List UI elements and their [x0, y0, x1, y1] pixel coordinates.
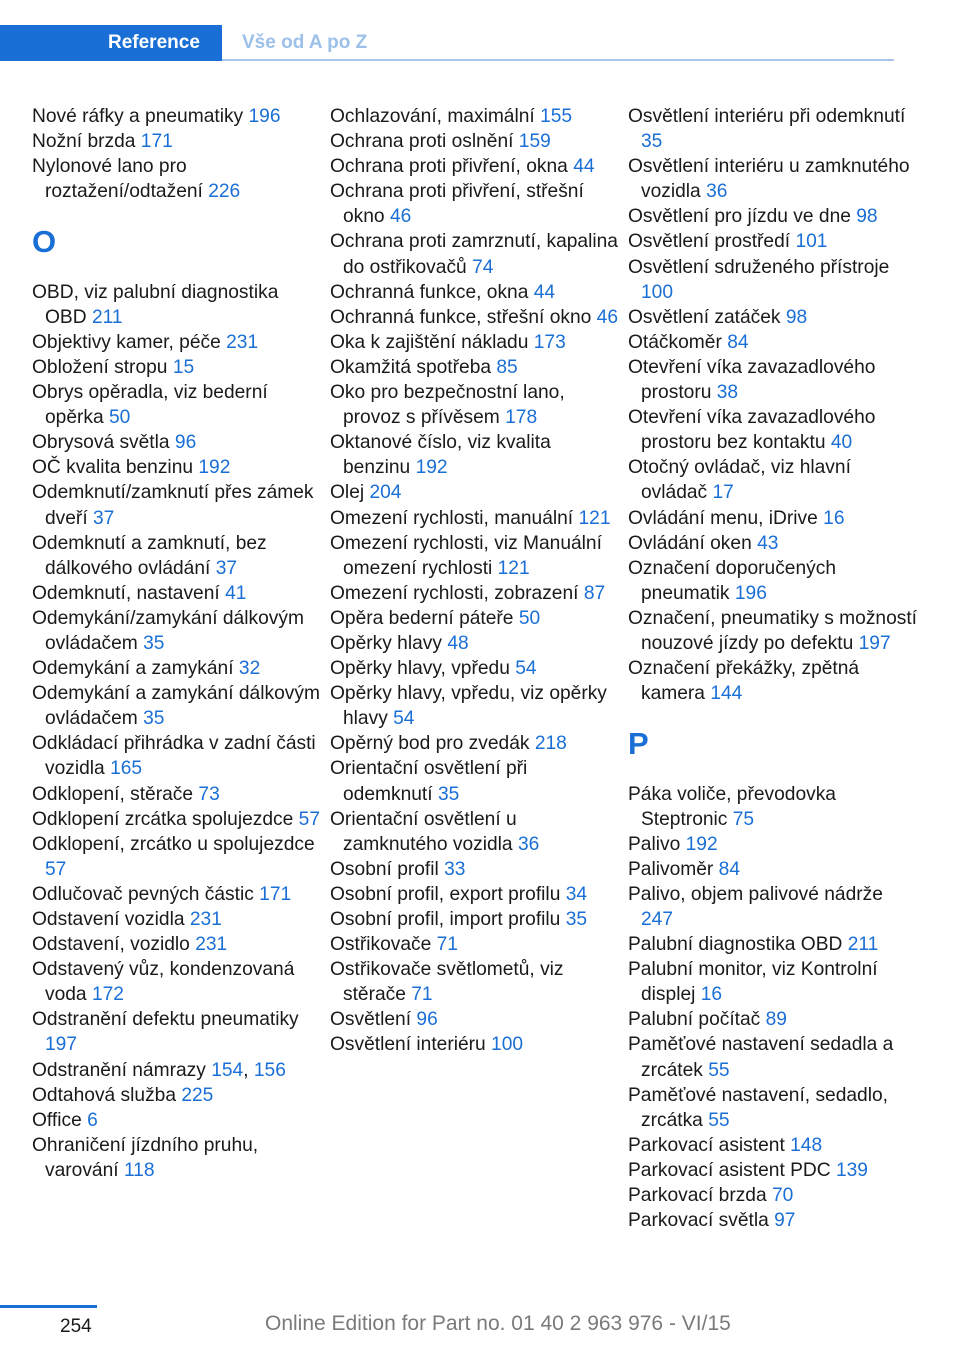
page-link[interactable]: 171	[259, 883, 292, 905]
index-entry-text: Označení doporučených pneumatik	[628, 557, 836, 604]
edition-footer: Online Edition for Part no. 01 40 2 963 976 - VI/15	[265, 1312, 731, 1335]
index-entry	[32, 882, 324, 907]
index-entry	[330, 807, 622, 857]
index-entry	[330, 179, 622, 229]
index-entry-text: Odstavený vůz, kondenzovaná voda	[32, 959, 295, 1006]
page-link[interactable]: 218	[534, 733, 567, 755]
index-entry	[628, 229, 920, 254]
index-entry	[628, 330, 920, 355]
index-entry	[628, 455, 920, 505]
index-entry	[32, 832, 324, 882]
index-entry-text: Ochrana proti přivření, okna	[330, 156, 568, 178]
index-entry-text: Parkovací asistent	[628, 1134, 785, 1156]
index-entry	[330, 380, 622, 430]
index-entry-text: Orientační osvětlení u zamknutého vozidla	[330, 808, 517, 855]
index-entry	[32, 907, 324, 932]
index-entry	[32, 782, 324, 807]
index-entry-text: Páka voliče, převodovka Steptronic	[628, 783, 836, 830]
index-entry-text: Ovládání oken	[628, 532, 752, 554]
index-entry-text: Otevření víka zavazadlového prostoru bez kontaktu	[628, 407, 876, 454]
index-entry-text: Ochrana proti zamrznutí, kapalina do ostřikovačů	[330, 231, 618, 278]
page-link[interactable]: 96	[416, 1009, 438, 1031]
page-link[interactable]: 98	[785, 306, 808, 328]
index-entry	[628, 1158, 920, 1183]
page-link[interactable]: 144	[710, 683, 743, 705]
index-entry	[628, 606, 920, 656]
page-link[interactable]: 192	[685, 833, 718, 855]
index-entry-text: Označení, pneumatiky s možností nouzové jízdy po defektu	[628, 607, 918, 654]
index-entry-text: Osvětlení zatáček	[628, 306, 781, 328]
page-link[interactable]: 155	[540, 106, 573, 127]
index-entry	[628, 782, 920, 832]
index-entry-text: Ochrana proti přivření, střešní okno	[330, 181, 584, 228]
page-link[interactable]: 97	[774, 1210, 796, 1232]
page-link[interactable]: 148	[790, 1134, 823, 1156]
page-link[interactable]: 73	[198, 783, 220, 805]
index-entry	[32, 681, 324, 731]
page-link[interactable]: 211	[91, 306, 123, 328]
index-entry	[628, 1032, 920, 1082]
index-entry-text: Osvětlení pro jízdu ve dne	[628, 206, 851, 228]
index-entry-text: Orientační osvětlení při odemknutí	[330, 758, 528, 805]
index-entry-text: Oktanové číslo, viz kvalita benzinu	[330, 432, 551, 479]
page-link[interactable]: 101	[795, 231, 828, 253]
index-entry	[628, 932, 920, 957]
index-entry-text: Odemknutí a zamknutí, bez dálkového ovládání	[32, 532, 267, 579]
index-entry-text: Ovládání menu, iDrive	[628, 507, 818, 529]
page-link[interactable]: 159	[518, 131, 551, 153]
index-entry	[330, 606, 622, 631]
index-entry	[330, 480, 622, 505]
index-entry	[330, 656, 622, 681]
page-link[interactable]: 89	[765, 1009, 787, 1031]
page-link[interactable]: 46	[596, 306, 618, 328]
page-link[interactable]: 226	[208, 181, 241, 203]
page-link[interactable]: 211	[847, 934, 879, 956]
index-entry-text: Odemknutí, nastavení	[32, 582, 220, 604]
index-entry	[330, 154, 622, 179]
index-entry-text: Parkovací asistent PDC	[628, 1159, 831, 1181]
index-entry	[330, 129, 622, 154]
index-entry-text: Ohraničení jízdního pruhu, varování	[32, 1134, 259, 1181]
tab-reference[interactable]: Reference	[0, 25, 222, 61]
index-entry	[330, 957, 622, 1007]
index-entry	[330, 330, 622, 355]
index-entry-text: Osvětlení sdruženého přístroje	[628, 256, 890, 278]
page-link[interactable]: 50	[518, 607, 541, 629]
page-link[interactable]: 35	[565, 909, 588, 930]
page-link[interactable]: 32	[238, 658, 261, 680]
page-link[interactable]: 204	[369, 482, 402, 504]
page-link[interactable]: 178	[505, 407, 538, 429]
index-entry	[32, 280, 324, 330]
index-entry	[330, 355, 622, 380]
page-link[interactable]: 171	[140, 131, 173, 153]
index-entry	[32, 104, 324, 129]
page-link[interactable]: 156	[253, 1059, 286, 1081]
page-link[interactable]: 36	[517, 833, 540, 855]
index-entry-text: Osvětlení interiéru u zamknutého vozidla	[628, 156, 910, 203]
index-entry-text: Odkládací přihrádka v zadní části vozidla	[32, 733, 316, 780]
index-entry-text: Odemykání a zamykání dálkovým ovládačem	[32, 683, 320, 730]
index-entry-text: Palubní diagnostika OBD	[628, 934, 843, 956]
index-entry	[32, 606, 324, 656]
index-entry	[330, 104, 622, 129]
index-entry-text: Ochranná funkce, střešní okno	[330, 306, 592, 328]
index-entry-text: Ostřikovače světlometů, viz stěrače	[330, 959, 564, 1006]
page-link[interactable]: 121	[578, 507, 611, 529]
page-link[interactable]: 139	[835, 1159, 868, 1181]
index-entry	[32, 154, 324, 204]
index-letter-heading: O	[32, 224, 57, 260]
page-link[interactable]: 100	[641, 281, 674, 303]
page-link[interactable]: 33	[444, 858, 466, 880]
index-entry-text: Otevření víka zavazadlového prostoru	[628, 356, 876, 404]
index-entry	[330, 756, 622, 806]
header-tabs	[0, 25, 960, 61]
index-entry-text: Opěra bederní páteře	[330, 607, 514, 629]
index-entry-text: Paměťové nastavení, sedadlo, zrcátka	[628, 1084, 888, 1131]
page-link[interactable]: 50	[109, 407, 131, 429]
index-entry	[330, 229, 622, 279]
index-entry	[32, 430, 324, 455]
index-entry-text: Paměťové nastavení sedadla a zrcátek	[628, 1034, 894, 1081]
index-entry	[32, 480, 324, 530]
index-entry	[628, 104, 920, 154]
index-entry-text: Ochlazování, maximální	[330, 106, 535, 127]
index-entry	[32, 129, 324, 154]
page-link[interactable]: 6	[87, 1109, 98, 1131]
page-link[interactable]: 54	[393, 708, 415, 730]
header-divider	[222, 59, 894, 61]
index-entry-text: Osobní profil	[330, 858, 439, 880]
index-entry-text: Odstavení vozidla	[32, 909, 185, 931]
index-entry-text: Odemknutí/zamknutí přes zámek dveří	[32, 482, 314, 529]
index-entry	[628, 556, 920, 606]
page-link[interactable]: 44	[573, 156, 595, 178]
index-entry-text: Odemykání/zamykání dálkovým ovládačem	[32, 607, 304, 654]
index-entry	[32, 957, 324, 1007]
index-entry	[330, 731, 622, 756]
page-link[interactable]: 84	[727, 331, 749, 353]
index-entry-text: OČ kvalita benzinu	[32, 457, 194, 479]
index-entry-text: Omezení rychlosti, viz Manuální omezení rychlosti	[330, 532, 602, 579]
page-link[interactable]: 172	[91, 984, 124, 1006]
index-entry	[32, 581, 324, 606]
page-link[interactable]: 231	[195, 934, 228, 956]
index-entry-text: Nožní brzda	[32, 131, 136, 153]
index-entry-text: Odstranění defektu pneumatiky	[32, 1009, 299, 1031]
page-link[interactable]: 57	[45, 858, 67, 880]
index-entry-text: Omezení rychlosti, manuální	[330, 507, 574, 529]
page-link[interactable]: 231	[189, 909, 222, 931]
index-entry	[32, 531, 324, 581]
page-link[interactable]: 46	[389, 206, 412, 228]
page-link[interactable]: 55	[708, 1059, 730, 1081]
index-entry	[628, 154, 920, 204]
page-link[interactable]: 197	[858, 632, 891, 654]
page-link[interactable]: 70	[772, 1185, 794, 1207]
index-entry-text: Opěrný bod pro zvedák	[330, 733, 530, 755]
index-entry	[32, 807, 324, 832]
page-link[interactable]: 37	[93, 507, 115, 529]
index-entry	[330, 305, 622, 330]
index-entry	[32, 1058, 324, 1083]
index-entry	[32, 1133, 324, 1183]
page-link[interactable]: 35	[437, 783, 460, 805]
index-entry	[628, 1208, 920, 1233]
index-entry	[32, 330, 324, 355]
index-entry-text: Nové ráfky a pneumatiky	[32, 106, 244, 127]
index-entry-text: Otáčkoměr	[628, 331, 722, 353]
page-link[interactable]: 87	[583, 582, 606, 604]
tab-all-a-to-z[interactable]: Vše od A po Z	[242, 32, 368, 53]
page-link[interactable]: 71	[436, 934, 458, 956]
index-entry-text: Olej	[330, 482, 365, 504]
index-entry	[628, 255, 920, 305]
index-entry-text: Otočný ovládač, viz hlavní ovládač	[628, 457, 851, 504]
page-link[interactable]: 192	[415, 457, 448, 479]
page-link[interactable]: 74	[472, 256, 494, 278]
index-entry	[32, 1108, 324, 1133]
index-entry-text: Obložení stropu	[32, 356, 168, 378]
index-entry-text: Ochranná funkce, okna	[330, 281, 529, 303]
index-entry-text: Osvětlení	[330, 1009, 412, 1031]
index-entry	[628, 204, 920, 229]
index-entry-text: Parkovací brzda	[628, 1185, 767, 1207]
index-entry	[330, 1007, 622, 1032]
page-link[interactable]: 154	[211, 1059, 244, 1081]
index-entry	[628, 531, 920, 556]
index-entry-text: Osvětlení interiéru	[330, 1034, 486, 1056]
index-entry	[628, 506, 920, 531]
index-entry-text: Ochrana proti oslnění	[330, 131, 514, 153]
page-link[interactable]: 55	[708, 1109, 730, 1131]
page-link[interactable]: 196	[734, 582, 767, 604]
index-entry-text: Opěrky hlavy, vpředu	[330, 658, 510, 680]
index-entry-text: Odstranění námrazy	[32, 1059, 206, 1081]
page-link[interactable]: 37	[215, 557, 238, 579]
page-link[interactable]: 38	[716, 382, 739, 404]
page-link[interactable]: 196	[248, 106, 281, 127]
index-entry-text: Odtahová služba	[32, 1084, 176, 1106]
page-link[interactable]: 35	[143, 708, 165, 730]
page-link[interactable]: 54	[515, 658, 537, 680]
page-link[interactable]: 16	[700, 984, 723, 1006]
page-link[interactable]: 173	[533, 331, 566, 353]
index-entry	[330, 882, 622, 907]
index-entry-text: Opěrky hlavy	[330, 632, 442, 654]
index-entry	[330, 1032, 622, 1057]
index-entry	[628, 1007, 920, 1032]
index-entry	[32, 455, 324, 480]
index-entry	[628, 355, 920, 405]
page-link[interactable]: 41	[225, 582, 247, 604]
index-entry-text: Palubní monitor, viz Kontrolní displej	[628, 959, 878, 1006]
index-entry	[32, 731, 324, 781]
index-column-3	[628, 104, 920, 1233]
index-column-2	[330, 104, 622, 1058]
page-link[interactable]: 98	[856, 206, 878, 228]
index-entry	[32, 932, 324, 957]
index-entry-text: Palivo	[628, 833, 681, 855]
page-link[interactable]: 192	[198, 457, 231, 479]
index-letter-heading: P	[628, 726, 649, 762]
page-link[interactable]: 231	[226, 331, 259, 353]
index-entry	[32, 1083, 324, 1108]
page-link[interactable]: 85	[496, 356, 518, 378]
index-entry	[628, 405, 920, 455]
index-entry-text: Odstavení, vozidlo	[32, 934, 190, 956]
page-link[interactable]: 118	[123, 1159, 155, 1181]
page-link[interactable]: 16	[823, 507, 845, 529]
index-entry	[32, 355, 324, 380]
index-entry	[32, 656, 324, 681]
index-entry	[330, 581, 622, 606]
index-entry-text: Omezení rychlosti, zobrazení	[330, 582, 579, 604]
index-entry-text: Odklopení zrcátka spolujezdce	[32, 808, 294, 830]
index-entry-text: Označení překážky, zpětná kamera	[628, 658, 860, 705]
page-link[interactable]: 247	[641, 909, 674, 931]
page-link[interactable]: 35	[143, 632, 165, 654]
index-entry-text: Obrysová světla	[32, 432, 170, 454]
page-link[interactable]: 225	[181, 1084, 214, 1106]
index-entry	[330, 907, 622, 932]
index-entry-text: Office	[32, 1109, 82, 1131]
index-entry	[628, 1133, 920, 1158]
index-entry	[628, 957, 920, 1007]
page-link[interactable]: 84	[718, 858, 740, 880]
page-number: 254	[60, 1316, 92, 1337]
index-entry-text: Ostřikovače	[330, 934, 432, 956]
index-entry	[330, 932, 622, 957]
index-entry	[330, 430, 622, 480]
index-entry-text: OBD, viz palubní diagnostika OBD	[32, 281, 279, 328]
index-entry-text: Odemykání a zamykání	[32, 658, 234, 680]
index-entry	[330, 631, 622, 656]
index-entry	[628, 1083, 920, 1133]
index-entry	[628, 857, 920, 882]
page-link[interactable]: 75	[732, 808, 755, 830]
index-entry-text: Opěrky hlavy, vpředu, viz opěrky hlavy	[330, 683, 607, 730]
page-link[interactable]: 48	[447, 632, 469, 654]
index-entry	[628, 656, 920, 706]
index-entry-text: Palivoměr	[628, 858, 714, 880]
index-column-1	[32, 104, 324, 1183]
index-entry	[628, 832, 920, 857]
page-link[interactable]: 40	[830, 432, 853, 454]
index-entry-text: Obrys opěradla, viz bederní opěrka	[32, 382, 268, 429]
page-number-rule	[0, 1305, 97, 1308]
index-entry-text: Oko pro bezpečnostní lano, provoz s přívěsem	[330, 382, 565, 429]
index-entry	[32, 380, 324, 430]
page-link[interactable]: 43	[757, 532, 779, 554]
page-link[interactable]: 96	[174, 432, 197, 454]
index-entry-text: Osvětlení prostředí	[628, 231, 791, 253]
page-separator: ,	[243, 1059, 249, 1081]
index-entry	[32, 1007, 324, 1057]
page-link[interactable]: 197	[45, 1034, 78, 1056]
page-link[interactable]: 165	[110, 758, 143, 780]
index-entry-text: Okamžitá spotřeba	[330, 356, 492, 378]
index-entry-text: Osobní profil, export profilu	[330, 883, 561, 905]
index-entry	[330, 506, 622, 531]
index-entry-text: Oka k zajištění nákladu	[330, 331, 529, 353]
index-entry-text: Osobní profil, import profilu	[330, 909, 561, 930]
index-entry	[628, 1183, 920, 1208]
page-link[interactable]: 100	[491, 1034, 524, 1056]
index-entry-text: Odlučovač pevných částic	[32, 883, 254, 905]
page-link[interactable]: 35	[641, 131, 663, 153]
page-link[interactable]: 17	[712, 482, 734, 504]
index-entry	[628, 305, 920, 330]
index-entry-text: Osvětlení interiéru při odemknutí	[628, 106, 906, 127]
index-entry	[628, 882, 920, 932]
index-entry	[330, 531, 622, 581]
index-entry-text: Parkovací světla	[628, 1210, 769, 1232]
page-link[interactable]: 34	[565, 883, 588, 905]
index-entry-text: Odklopení, zrcátko u spolujezdce	[32, 833, 315, 855]
page-link[interactable]: 44	[533, 281, 556, 303]
index-entry	[330, 857, 622, 882]
index-entry-text: Palubní počítač	[628, 1009, 761, 1031]
index-entry-text: Objektivy kamer, péče	[32, 331, 221, 353]
index-entry-text: Palivo, objem palivové nádrže	[628, 883, 883, 905]
page-link[interactable]: 15	[172, 356, 195, 378]
page-link[interactable]: 71	[411, 984, 433, 1006]
index-entry-text: Nylonové lano pro roztažení/odtažení	[32, 156, 203, 203]
index-entry	[330, 280, 622, 305]
index-entry-text: Odklopení, stěrače	[32, 783, 194, 805]
index-entry	[330, 681, 622, 731]
page-link[interactable]: 121	[497, 557, 530, 579]
page-link[interactable]: 36	[706, 181, 728, 203]
page-link[interactable]: 57	[298, 808, 320, 830]
